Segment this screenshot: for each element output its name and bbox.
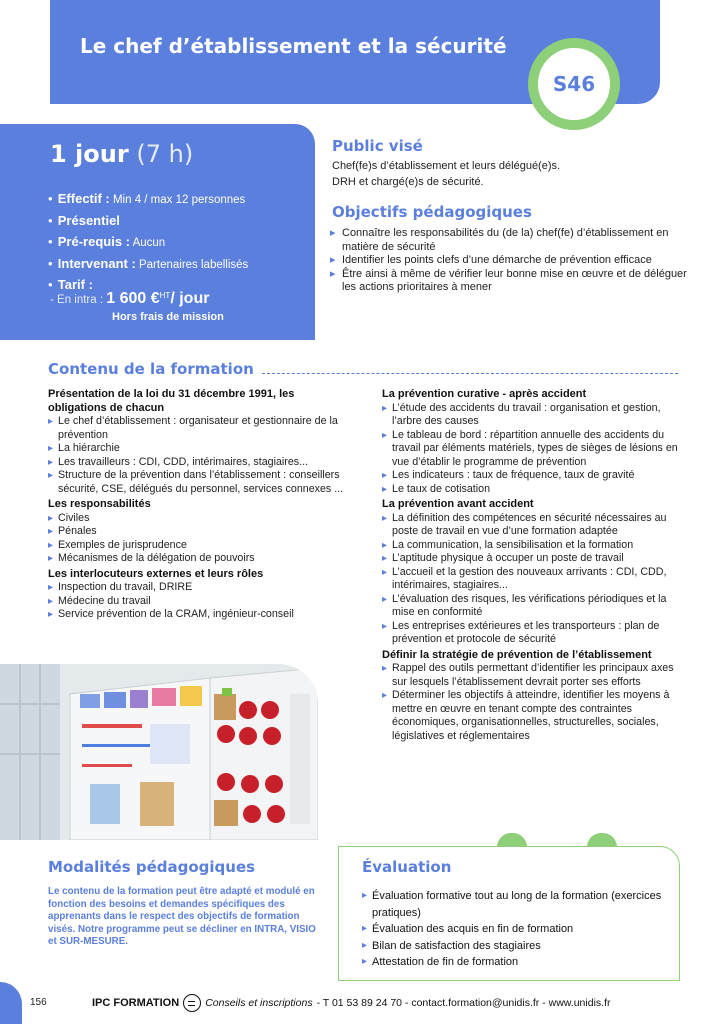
- public-line: Chef(fe)s d’établissement et leurs délégué(e)s.: [332, 160, 561, 172]
- list-item: ▸ Connaître les responsabilités du (de la) chef(fe) d’établissement en matière de sécurité: [330, 227, 700, 254]
- list-item: ▸ Service prévention de la CRAM, ingénieur-conseil: [48, 608, 348, 622]
- list-item: ▸ Civiles: [48, 512, 348, 526]
- info-item: • Pré-requis : Aucun: [48, 234, 166, 249]
- list-item: ▸ Structure de la prévention dans l’établissement : conseillers sécurité, CSE, délégués du personnel, services connexes ...: [48, 469, 348, 496]
- course-code: S46: [552, 72, 596, 96]
- list-item: ▸ L’accueil et la gestion des nouveaux arrivants : CDI, CDD, intérimaires, stagiaires...: [382, 566, 682, 593]
- decorative-tab: [497, 833, 527, 847]
- section-heading: La prévention curative - après accident: [382, 388, 587, 400]
- safety-board-illustration: [0, 664, 318, 840]
- section-list: [382, 662, 682, 743]
- section-list: [48, 415, 348, 496]
- price-unit: / jour: [170, 290, 210, 307]
- list-item: ▸ L’aptitude physique à occuper un poste de travail: [382, 552, 682, 566]
- modalites-text: Le contenu de la formation peut être adapté et modulé en fonction des besoins et demandes spécifiques des apprenants dans le respect des objectifs de formation visés. Notre programme peut se décliner en INTRA, VISIO et SUR-MESURE.: [48, 886, 316, 947]
- list-item: ▸ Exemples de jurisprudence: [48, 539, 348, 553]
- section-heading: Présentation de la loi du 31 décembre 1991, les obligations de chacun: [48, 388, 295, 414]
- contact-details: - T 01 53 89 24 70 - contact.formation@unidis.fr - www.unidis.fr: [316, 997, 611, 1009]
- section-list: [382, 512, 682, 647]
- list-item: ▸ La définition des compétences en sécurité nécessaires au poste de travail en vue d’une formation adaptée: [382, 512, 682, 539]
- list-item: ▸ Être ainsi à même de vérifier leur bonne mise en œuvre et de déléguer les actions prioritaires à mener: [330, 268, 700, 295]
- contact-logo-icon: [183, 994, 201, 1012]
- public-line: DRH et chargé(e)s de sécurité.: [332, 176, 484, 188]
- training-photo: [0, 664, 318, 840]
- course-code-badge: [528, 38, 620, 130]
- objectifs-title: Objectifs pédagogiques: [332, 203, 532, 221]
- duration-bold: 1 jour: [50, 140, 129, 168]
- list-item: ▸ Rappel des outils permettant d’identifier les principaux axes sur lesquels l’établissement devrait porter ses efforts: [382, 662, 682, 689]
- duration: [50, 140, 193, 168]
- list-item: ▸ Le chef d’établissement : organisateur et gestionnaire de la prévention: [48, 415, 348, 442]
- list-item: ▸ L’étude des accidents du travail : organisation et gestion, l’arbre des causes: [382, 402, 682, 429]
- list-item: ▸ Déterminer les objectifs à atteindre, identifier les moyens à mettre en œuvre en tenant compte des contraintes économiques, organisationnelles, structurelles, sociales, législatives et réglementaires: [382, 689, 682, 743]
- list-item: ▸ L’évaluation des risques, les vérifications périodiques et la mise en conformité: [382, 593, 682, 620]
- list-item: ▸ Identifier les points clefs d’une démarche de prévention efficace: [330, 254, 700, 268]
- list-item: ▸ La communication, la sensibilisation et la formation: [382, 539, 682, 553]
- modalites-title: Modalités pédagogiques: [48, 858, 256, 876]
- contenu-left-column: [48, 388, 348, 624]
- brand-name: IPC FORMATION: [92, 997, 180, 1009]
- public-title: Public visé: [332, 137, 423, 155]
- section-heading: Les responsabilités: [48, 498, 151, 510]
- contenu-title: Contenu de la formation: [48, 360, 254, 378]
- evaluation-title: Évaluation: [362, 858, 452, 876]
- page-title: Le chef d’établissement et la sécurité: [80, 34, 507, 58]
- section-heading: Définir la stratégie de prévention de l’établissement: [382, 648, 652, 661]
- info-box: [0, 124, 315, 340]
- section-list: [48, 581, 348, 622]
- mission-note: Hors frais de mission: [112, 311, 224, 323]
- list-item: ▸ Les entreprises extérieures et les transporteurs : plan de prévention et protocole de sécurité: [382, 620, 682, 647]
- page-number: 156: [30, 997, 47, 1008]
- list-item: ▸ Mécanismes de la délégation de pouvoirs: [48, 552, 348, 566]
- contenu-right-column: [382, 388, 682, 745]
- public-text: [332, 158, 702, 190]
- contact-label: Conseils et inscriptions: [205, 997, 313, 1009]
- list-item: ▸ La hiérarchie: [48, 442, 348, 456]
- intra-label: - En intra :: [50, 294, 104, 306]
- objectifs-list: [330, 227, 700, 295]
- list-item: ▸ Les indicateurs : taux de fréquence, taux de gravité: [382, 469, 682, 483]
- page-tab: [0, 982, 22, 1024]
- evaluation-list: [362, 888, 682, 971]
- list-item: ▸ Pénales: [48, 525, 348, 539]
- info-item: • Présentiel: [48, 212, 120, 228]
- info-list: [48, 188, 310, 296]
- list-item: ▸ Attestation de fin de formation: [362, 954, 682, 971]
- list-item: ▸ Le tableau de bord : répartition annuelle des accidents du travail par éléments matériels, types de sièges de lésions en vue d’établir le programme de prévention: [382, 429, 682, 470]
- info-item: • Effectif : Min 4 / max 12 personnes: [48, 191, 246, 206]
- divider: [262, 373, 678, 374]
- list-item: ▸ Évaluation des acquis en fin de formation: [362, 921, 682, 938]
- list-item: ▸ Les travailleurs : CDI, CDD, intérimaires, stagiaires...: [48, 456, 348, 470]
- list-item: ▸ Médecine du travail: [48, 595, 348, 609]
- price: 1 600 €: [106, 290, 160, 307]
- info-item: • Intervenant : Partenaires labellisés: [48, 255, 249, 271]
- duration-hours: (7 h): [136, 140, 194, 168]
- section-heading: Les interlocuteurs externes et leurs rôles: [48, 567, 264, 580]
- price-ht: HT: [159, 291, 171, 301]
- info-item: • Tarif :: [48, 277, 93, 292]
- list-item: ▸ Le taux de cotisation: [382, 483, 682, 497]
- price-line: [50, 290, 209, 308]
- section-heading: La prévention avant accident: [382, 498, 534, 510]
- decorative-tab: [587, 833, 617, 847]
- footer: [92, 994, 611, 1012]
- list-item: ▸ Évaluation formative tout au long de la formation (exercices pratiques): [362, 888, 682, 921]
- section-list: [382, 402, 682, 497]
- section-list: [48, 512, 348, 566]
- list-item: ▸ Inspection du travail, DRIRE: [48, 581, 348, 595]
- list-item: ▸ Bilan de satisfaction des stagiaires: [362, 938, 682, 955]
